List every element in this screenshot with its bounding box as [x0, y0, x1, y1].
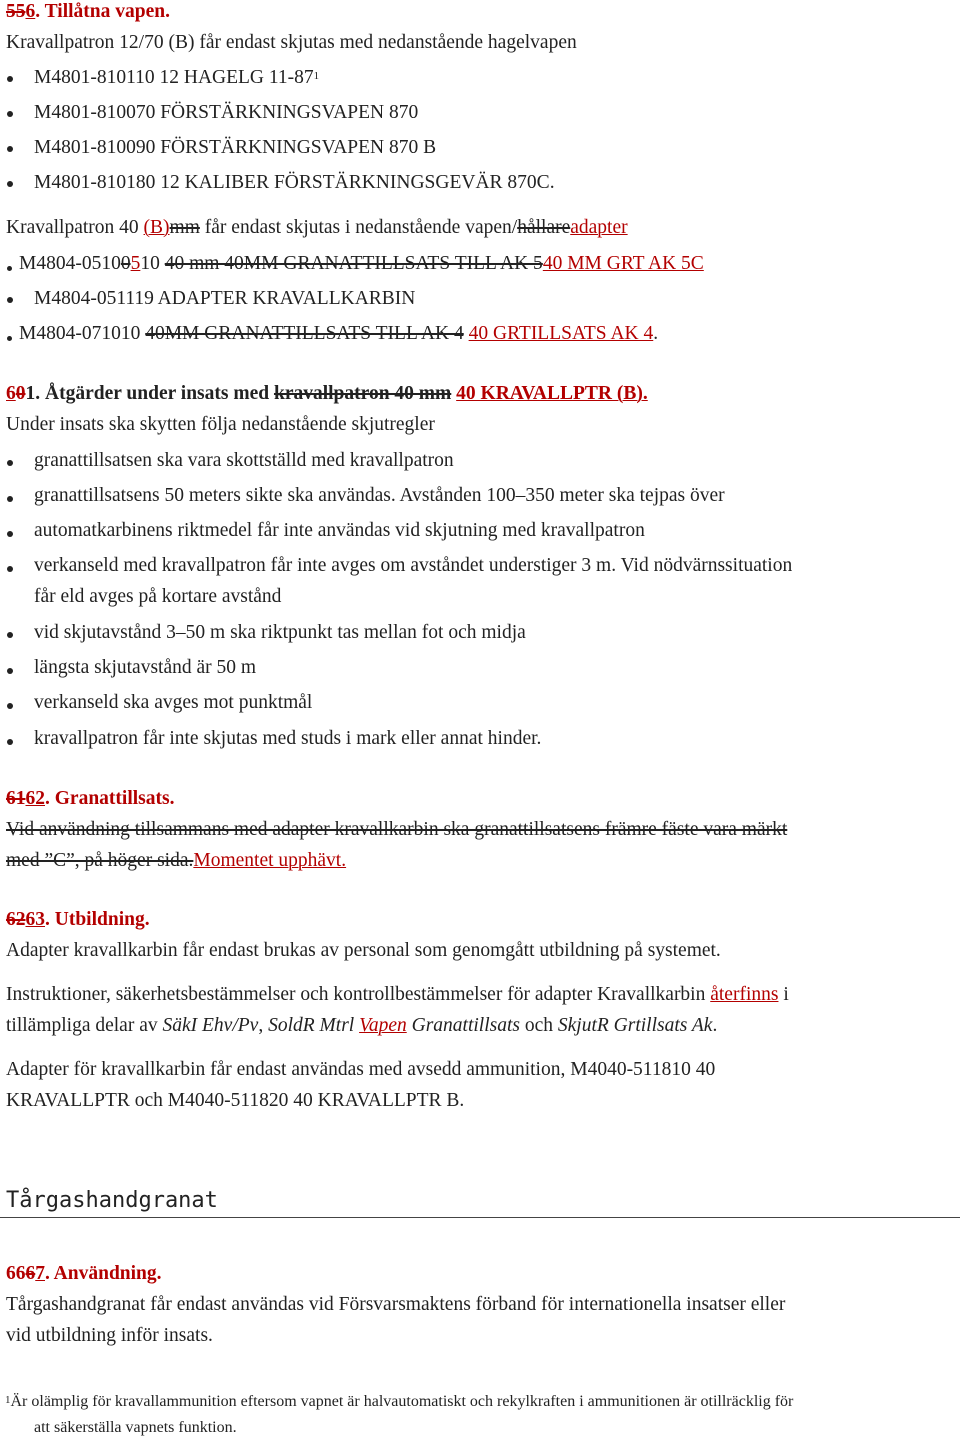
- paragraph: [6, 983, 789, 1007]
- list-item: [19, 252, 704, 276]
- inserted-text: (B): [143, 217, 170, 238]
- paragraph: [6, 849, 346, 873]
- list-item: kravallpatron får inte skjutas med studs i mark eller annat hinder.: [34, 728, 542, 749]
- deleted-text: kravallpatron 40 mm: [273, 383, 452, 404]
- list-item: M4801-810090 FÖRSTÄRKNINGSVAPEN 870 B: [34, 137, 437, 158]
- footnote: [5, 1392, 793, 1412]
- paragraph: Adapter kravallkarbin får endast brukas av personal som genomgått utbildning på systemet.: [6, 940, 721, 961]
- section-heading-utbildning: [6, 908, 150, 932]
- paragraph-intro: Under insats ska skytten följa nedanstående skjutregler: [6, 414, 435, 435]
- text: M4804-0510: [19, 253, 121, 274]
- bullet-icon: [7, 336, 12, 341]
- list-item: verkanseld med kravallpatron får inte avges om avståndet understiger 3 m. Vid nödvärnssituation: [34, 555, 793, 576]
- inserted-number: 6: [6, 383, 16, 404]
- heading-number: 1: [25, 383, 36, 404]
- bullet-icon: [7, 739, 13, 745]
- list-item: automatkarbinens riktmedel får inte användas vid skjutning med kravallpatron: [34, 520, 645, 541]
- heading-title: . Granattillsats.: [45, 788, 175, 809]
- inserted-text: 40 GRTILLSATS AK 4: [468, 323, 654, 344]
- heading-title: . Åtgärder under insats med: [35, 383, 274, 404]
- list-item: verkanseld ska avges mot punktmål: [34, 692, 313, 713]
- footnote-number: 1: [5, 1394, 11, 1406]
- text: tillämpliga delar av: [6, 1015, 163, 1036]
- text: ,: [258, 1015, 269, 1036]
- bullet-icon: [7, 496, 13, 502]
- list-item: granattillsatsens 50 meters sikte ska användas. Avstånden 100–350 meter ska tejpas över: [34, 485, 725, 506]
- list-item: [19, 322, 658, 346]
- bullet-icon: [7, 146, 13, 152]
- text: .: [712, 1015, 718, 1036]
- text: får endast skjutas i nedanstående vapen/: [199, 217, 518, 238]
- paragraph-intro-2: [6, 216, 628, 240]
- text: M4804-071010: [19, 323, 146, 344]
- inserted-text: 40 MM GRT AK 5C: [542, 253, 704, 274]
- heading-rule: [0, 1217, 960, 1218]
- bullet-icon: [7, 668, 13, 674]
- section-heading-atgarder: [6, 382, 648, 406]
- deleted-number: 6: [25, 1263, 36, 1284]
- list-item: vid skjutavstånd 3–50 m ska riktpunkt tas mellan fot och midja: [34, 622, 526, 643]
- inserted-number: 63: [25, 909, 45, 930]
- bullet-icon: [7, 111, 13, 117]
- section-heading-granattillsats: [6, 787, 174, 811]
- deleted-number: 61: [6, 788, 26, 809]
- deleted-text: hållare: [517, 217, 571, 238]
- bullet-icon: [7, 76, 13, 82]
- list-item: längsta skjutavstånd är 50 m: [34, 657, 257, 678]
- paragraph: Tårgashandgranat får endast användas vid Försvarsmaktens förband för internationella insatser eller: [6, 1294, 786, 1315]
- section-heading-anvandning: [6, 1262, 162, 1286]
- footnote-reference: 1: [313, 70, 320, 82]
- paragraph-continuation: [6, 1014, 717, 1038]
- deleted-number: 62: [6, 909, 26, 930]
- heading-title: . Tillåtna vapen.: [35, 1, 170, 22]
- inserted-text: 40 KRAVALLPTR (B).: [456, 383, 648, 404]
- list-item: [34, 66, 319, 90]
- footnote-text: Är olämplig för kravallammunition eftersom vapnet är halvautomatiskt och rekylkraften i ammunitionen är otillräcklig för: [10, 1393, 794, 1410]
- heading-title: . Utbildning.: [45, 909, 150, 930]
- list-item: granattillsatsen ska vara skottställd med kravallpatron: [34, 450, 454, 471]
- deleted-number: 55: [6, 1, 26, 22]
- bullet-icon: [7, 297, 13, 303]
- inserted-text: adapter: [570, 217, 628, 238]
- deleted-text: 0: [120, 253, 131, 274]
- inserted-number: 6: [25, 1, 36, 22]
- list-item-continuation: får eld avges på kortare avstånd: [34, 586, 282, 607]
- bullet-icon: [7, 266, 12, 271]
- footnote-continuation: att säkerställa vapnets funktion.: [34, 1419, 237, 1436]
- bullet-icon: [7, 531, 13, 537]
- deleted-text: mm: [169, 217, 200, 238]
- inserted-text: återfinns: [710, 984, 779, 1005]
- text: 10: [140, 253, 165, 274]
- heading-number: 66: [6, 1263, 26, 1284]
- reference-title: SäkI Ehv/Pv: [162, 1015, 259, 1036]
- inserted-text: Momentet upphävt.: [193, 850, 347, 871]
- text: i: [778, 984, 789, 1005]
- bullet-icon: [7, 566, 13, 572]
- paragraph-continuation: KRAVALLPTR och M4040-511820 40 KRAVALLPTR B.: [6, 1090, 465, 1111]
- deleted-text: med ”C”, på höger sida.: [6, 850, 194, 871]
- deleted-text: 40 mm 40MM GRANATTILLSATS TILL AK 5: [164, 253, 543, 274]
- heading-title: . Användning.: [45, 1263, 162, 1284]
- reference-title: Granattillsats: [406, 1015, 520, 1036]
- chapter-heading: Tårgashandgranat: [6, 1188, 218, 1213]
- bullet-icon: [7, 703, 13, 709]
- list-item: M4804-051119 ADAPTER KRAVALLKARBIN: [34, 288, 416, 309]
- bullet-icon: [7, 460, 13, 466]
- inserted-text: Vapen: [359, 1015, 407, 1036]
- reference-title: SoldR Mtrl: [268, 1015, 360, 1036]
- deleted-paragraph: Vid användning tillsammans med adapter kravallkarbin ska granattillsatsens främre fäste vara märkt: [6, 819, 788, 840]
- bullet-icon: [7, 181, 13, 187]
- deleted-text: 40MM GRANATTILLSATS TILL AK 4: [145, 323, 464, 344]
- paragraph-intro: Kravallpatron 12/70 (B) får endast skjutas med nedanstående hagelvapen: [6, 32, 577, 53]
- text: och: [519, 1015, 558, 1036]
- inserted-text: 5: [130, 253, 141, 274]
- inserted-number: 7: [35, 1263, 45, 1284]
- reference-title: SkjutR Grtillsats Ak: [557, 1015, 713, 1036]
- paragraph: Adapter för kravallkarbin får endast användas med avsedd ammunition, M4040-511810 40: [6, 1059, 716, 1080]
- list-item-text: M4801-810110 12 HAGELG 11-87: [34, 67, 314, 88]
- list-item: M4801-810070 FÖRSTÄRKNINGSVAPEN 870: [34, 102, 419, 123]
- text: Instruktioner, säkerhetsbestämmelser och kontrollbestämmelser för adapter Kravallkarbin: [6, 984, 711, 1005]
- deleted-number: 0: [15, 383, 26, 404]
- section-heading-tillatna-vapen: [6, 0, 170, 24]
- text: .: [653, 323, 659, 344]
- text: Kravallpatron 40: [6, 217, 144, 238]
- paragraph-continuation: vid utbildning inför insats.: [6, 1325, 213, 1346]
- inserted-number: 62: [25, 788, 45, 809]
- list-item: M4801-810180 12 KALIBER FÖRSTÄRKNINGSGEVÄR 870C.: [34, 172, 555, 193]
- bullet-icon: [7, 632, 13, 638]
